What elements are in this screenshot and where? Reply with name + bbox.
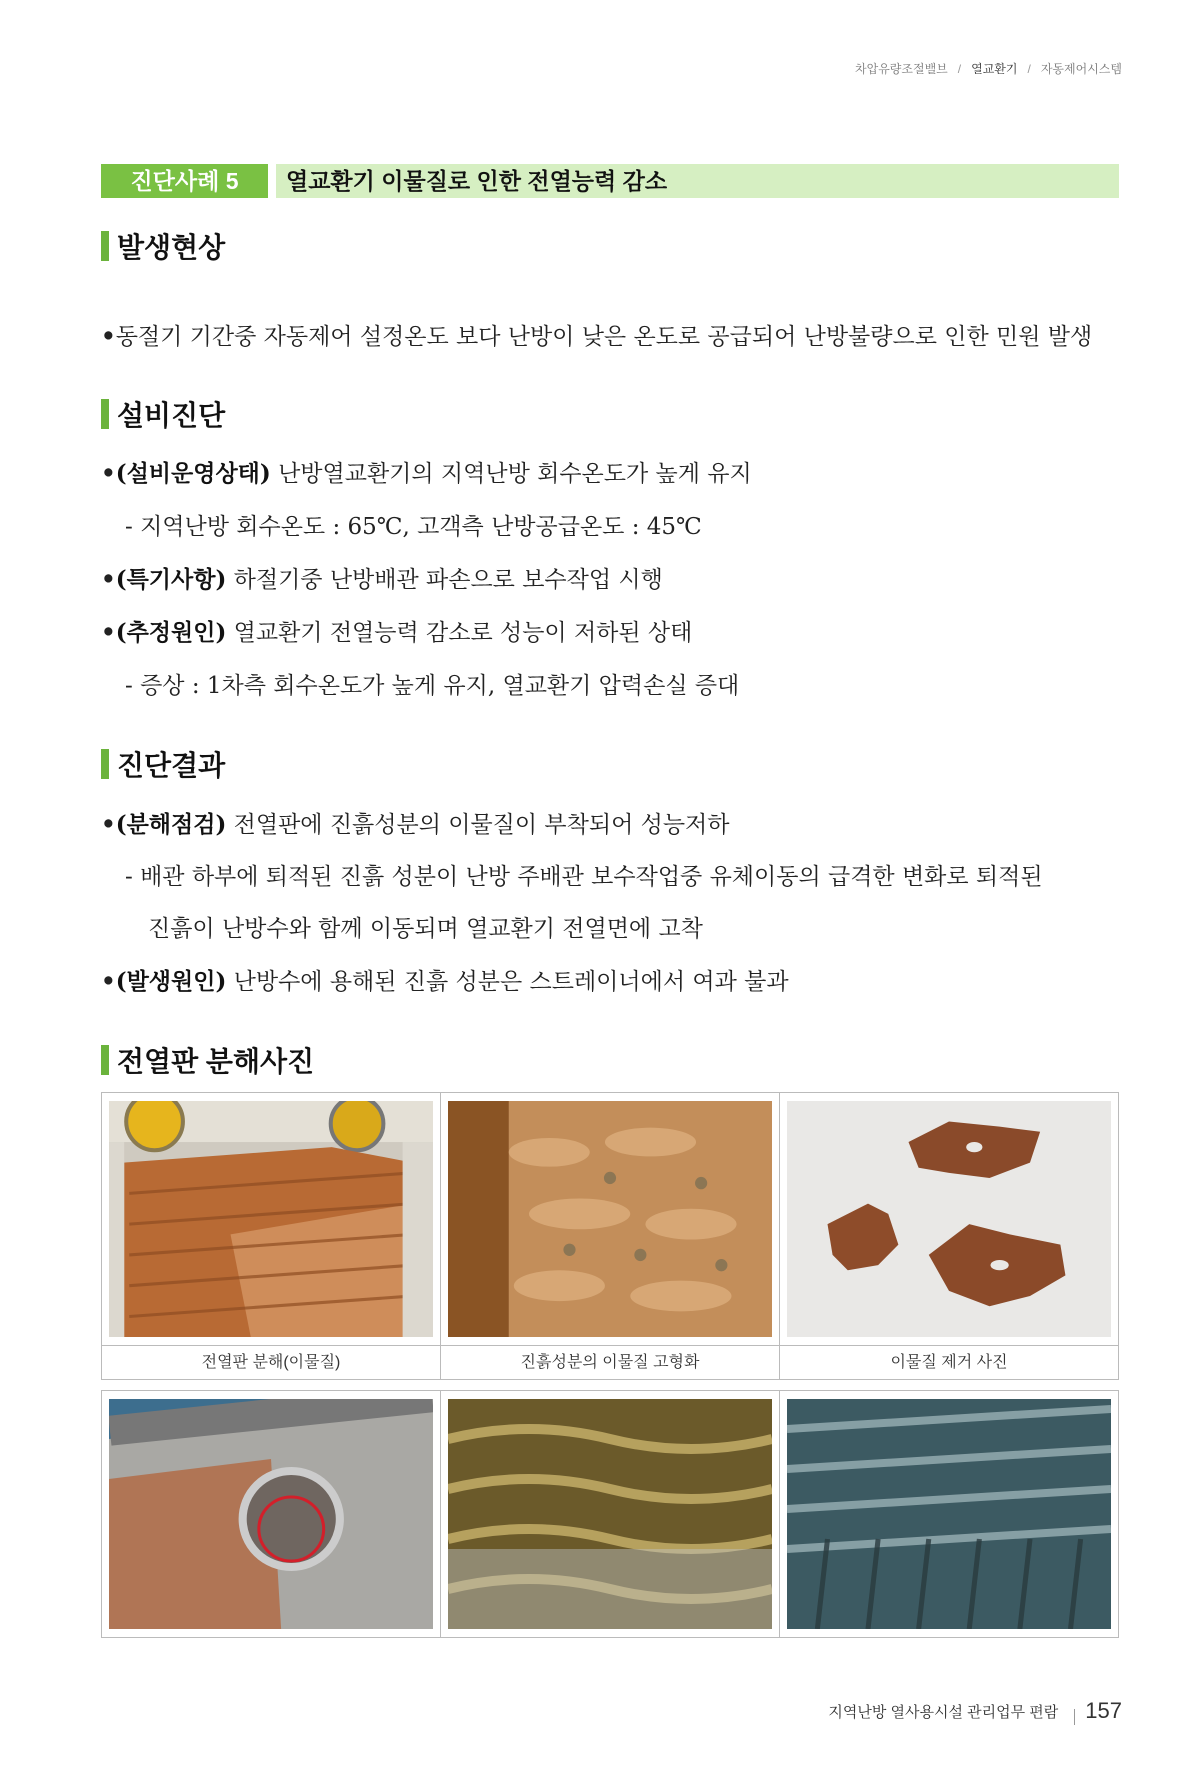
case-title-bar [101,164,1119,198]
photo-cell [102,1093,441,1345]
page-number: 157 [1085,1698,1122,1723]
section-marker [101,399,109,429]
section-marker [101,1045,109,1075]
bullet-icon: • [101,619,116,646]
occurrence-line [101,318,1092,351]
bullet-icon: • [101,968,116,995]
result-sub-line1: - 배관 하부에 퇴적된 진흙 성분이 난방 주배관 보수작업중 유체이동의 급격한 변화로 퇴적된 [125,864,1043,890]
bullet-icon: • [101,323,116,350]
item-tag: (발생원인) [115,968,227,995]
item-tag: (분해점검) [115,811,227,838]
diagnosis-sub-temperature: - 지역난방 회수온도 : 65℃, 고객측 난방공급온도 : 45℃ [125,514,702,540]
breadcrumb [855,60,1122,77]
photo-cell [780,1391,1118,1637]
photo-table-top [101,1092,1119,1380]
result-item-cause [101,963,789,996]
photo-cell [441,1391,780,1637]
bullet-icon: • [101,566,116,593]
item-text: 전열판에 진흙성분의 이물질이 부착되어 성능저하 [226,812,730,838]
breadcrumb-item: 차압유량조절밸브 [855,62,948,76]
publication-title: 지역난방 열사용시설 관리업무 편람 [828,1703,1059,1721]
section-heading-text: 발생현상 [117,232,226,263]
case-title: 열교환기 이물질로 인한 전열능력 감소 [276,164,1119,198]
breadcrumb-separator: / [957,62,962,76]
case-number-label: 진단사례 5 [101,164,268,198]
plate-disassembly-photo [109,1101,433,1337]
section-heading-text: 진단결과 [117,750,226,781]
section-heading-result [101,747,225,781]
section-marker [101,749,109,779]
photo-cell [780,1093,1118,1345]
item-text: 난방수에 용해된 진흙 성분은 스트레이너에서 여과 불과 [226,969,789,995]
diagnosis-item-cause [101,614,692,647]
page-footer [828,1698,1122,1724]
item-text: 열교환기 전열능력 감소로 성능이 저하된 상태 [226,620,693,646]
item-text: 난방열교환기의 지역난방 회수온도가 높게 유지 [270,461,752,487]
breadcrumb-separator: / [1027,62,1031,76]
item-tag: (특기사항) [115,566,227,593]
section-heading-diagnosis [101,397,225,431]
section-heading-occurrence [101,229,225,263]
photo-cell [102,1391,441,1637]
bullet-icon: • [101,811,116,838]
breadcrumb-item-current: 열교환기 [971,62,1018,76]
breadcrumb-item: 자동제어시스템 [1040,62,1122,76]
diagnosis-item-notes [101,561,663,594]
bullet-icon: • [101,460,116,487]
section-heading-text: 설비진단 [117,400,226,431]
plate-surface-closeup-photo [448,1399,772,1629]
removed-debris-photo [787,1101,1111,1337]
photo-table-bottom [101,1390,1119,1638]
occurrence-text: 동절기 기간중 자동제어 설정온도 보다 난방이 낮은 온도로 공급되어 난방불량으로 인한 민원 발생 [115,324,1093,350]
diagnosis-item-operation [101,455,752,488]
result-item-inspection [101,806,729,839]
photo-caption: 이물질 제거 사진 [890,1354,1008,1371]
mud-solidified-photo [448,1101,772,1337]
section-marker [101,231,109,261]
heat-exchanger-port-photo [109,1399,433,1629]
result-sub-line2: 진흙이 난방수와 함께 이동되며 열교환기 전열면에 고착 [148,916,703,942]
plate-fouling-closeup-photo [787,1399,1111,1629]
caption-row [102,1345,1118,1380]
section-heading-photos [101,1043,314,1077]
section-heading-text: 전열판 분해사진 [117,1046,315,1077]
diagnosis-sub-symptom: - 증상 : 1차측 회수온도가 높게 유지, 열교환기 압력손실 증대 [125,673,740,699]
item-text: 하절기중 난방배관 파손으로 보수작업 시행 [226,567,663,593]
photo-caption: 진흙성분의 이물질 고형화 [441,1346,780,1380]
footer-divider [1074,1709,1075,1725]
item-tag: (설비운영상태) [115,460,271,487]
item-tag: (추정원인) [115,619,227,646]
photo-caption: 전열판 분해(이물질) [102,1346,441,1380]
photo-cell [441,1093,780,1345]
